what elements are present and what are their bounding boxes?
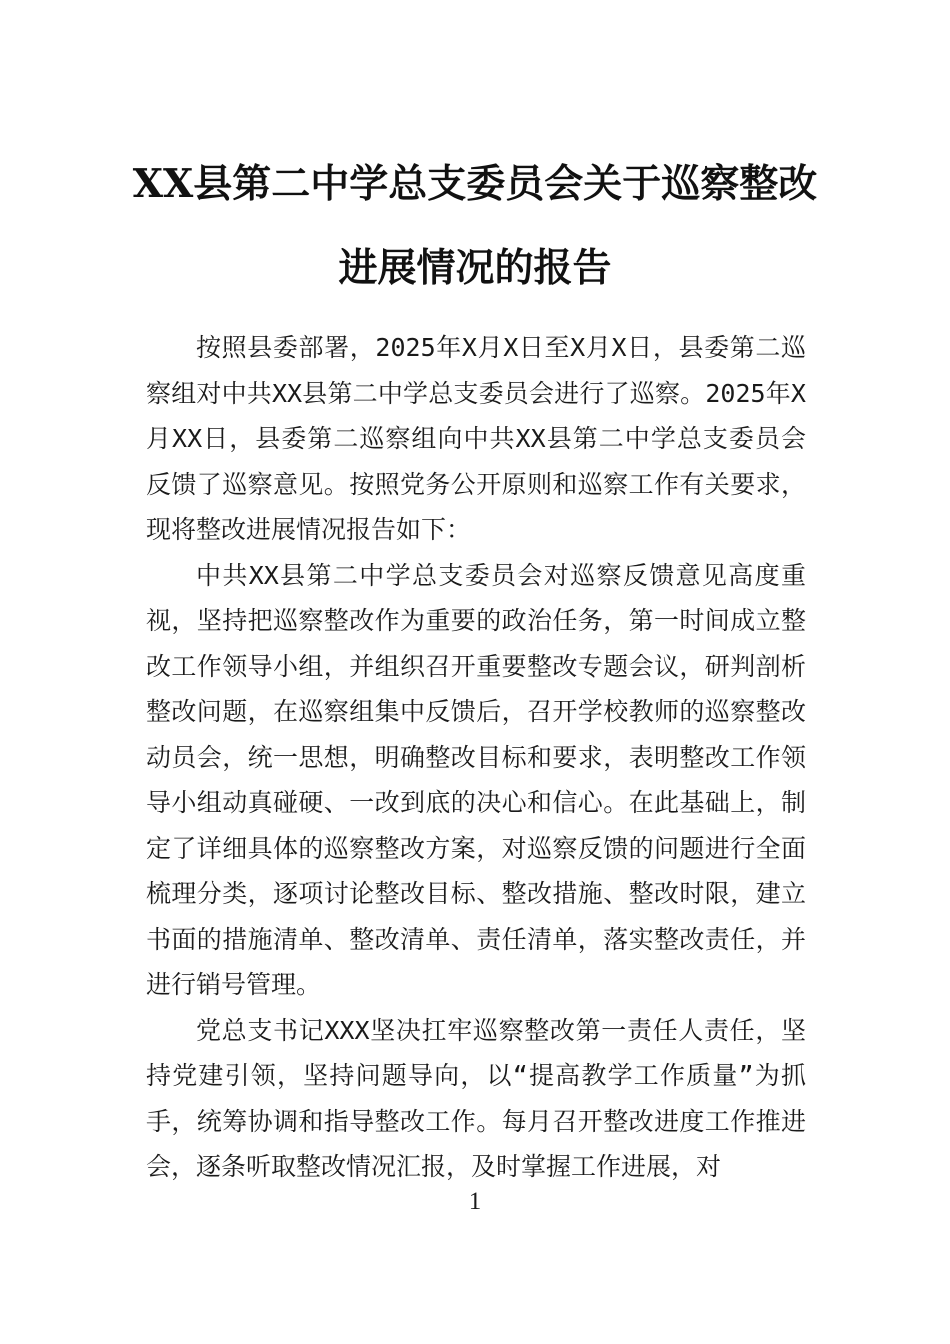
paragraph-2: 中共XX县第二中学总支委员会对巡察反馈意见高度重视，坚持把巡察整改作为重要的政治任务，第一时间成立整改工作领导小组，并组织召开重要整改专题会议，研判剖析整改问题，在巡察组集中反馈后，召开学校教师的巡察整改动员会，统一思想，明确整改目标和要求，表明整改工作领导小组动真碰硬、一改到底的决心和信心。在此基础上，制定了详细具体的巡察整改方案，对巡察反馈的问题进行全面梳理分类，逐项讨论整改目标、整改措施、整改时限，建立书面的措施清单、整改清单、责任清单，落实整改责任，并进行销号管理。 — [146, 560, 806, 999]
document-title: XX县第二中学总支委员会关于巡察整改进展情况的报告 — [132, 161, 818, 291]
page-number: 1 — [468, 1188, 482, 1215]
paragraph-3: 党总支书记XXX坚决扛牢巡察整改第一责任人责任，坚持党建引领，坚持问题导向，以“提高教学工作质量”为抓手，统筹协调和指导整改工作。每月召开整改进度工作推进会，逐条听取整改情况汇报，及时掌握工作进展，对 — [146, 1015, 806, 1181]
document-body — [146, 325, 806, 1190]
paragraph-1: 按照县委部署，2025年X月X日至X月X日，县委第二巡察组对中共XX县第二中学总支委员会进行了巡察。2025年X月XX日，县委第二巡察组向中共XX县第二中学总支委员会反馈了巡察意见。按照党务公开原则和巡察工作有关要求，现将整改进展情况报告如下： — [146, 333, 806, 544]
